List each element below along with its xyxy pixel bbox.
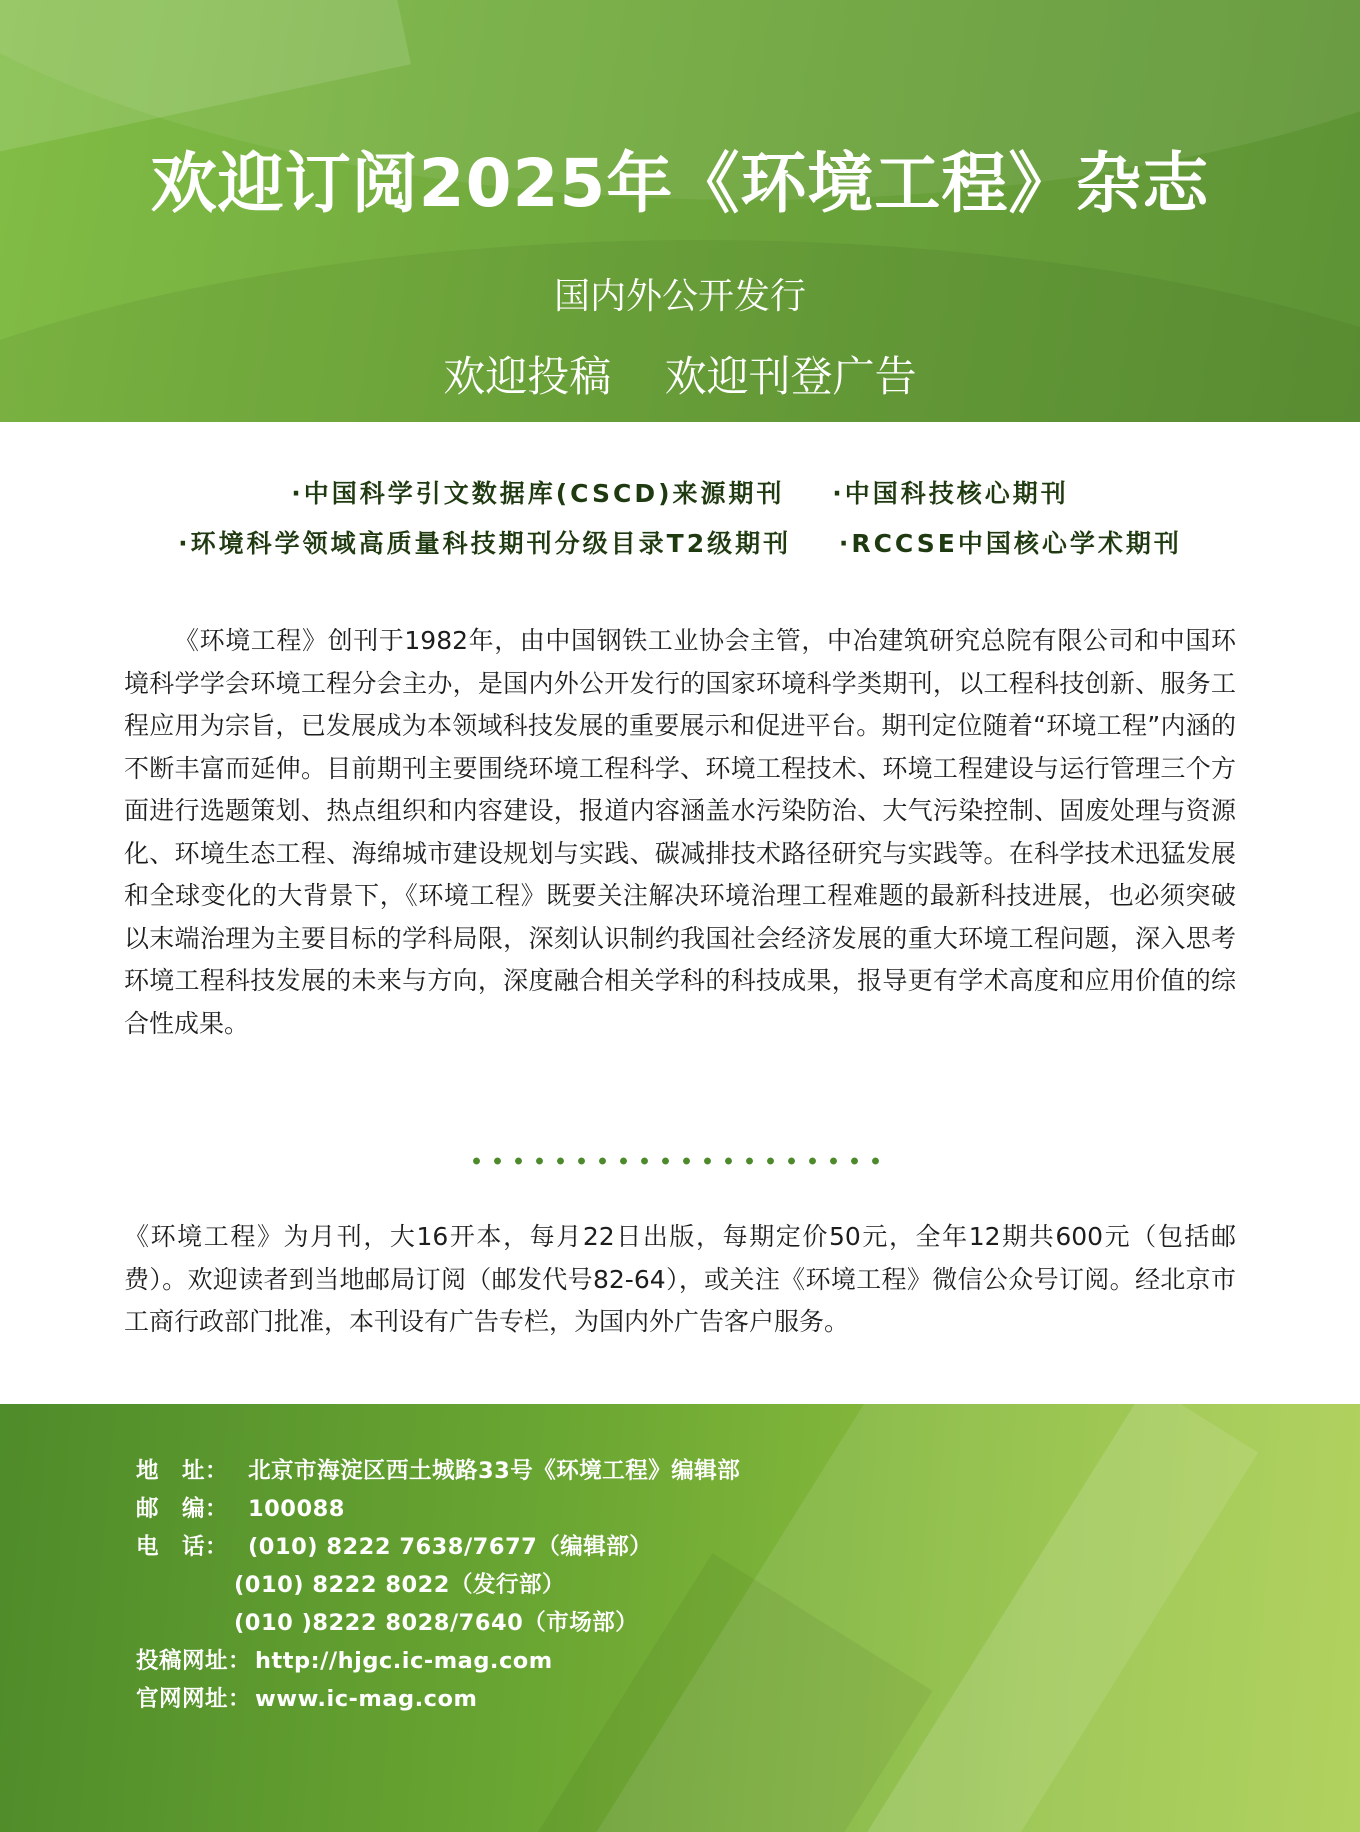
website-url-label: 官网网址：	[136, 1686, 252, 1712]
phone-distribution: (010) 8222 8022（发行部）	[234, 1572, 565, 1598]
subscription-info: 《环境工程》为月刊，大16开本，每月22日出版，每期定价50元，全年12期共600元（包括邮费）。欢迎读者到当地邮局订阅（邮发代号82-64），或关注《环境工程》微信公众号订阅。经北京市工商行政部门批准，本刊设有广告专栏，为国内外广告客户服务。	[124, 1222, 1236, 1336]
contact-postcode-row	[136, 1490, 740, 1528]
indexing-row	[0, 524, 1360, 574]
page-title: 欢迎订阅2025年《环境工程》杂志	[150, 145, 1210, 222]
dotted-divider	[466, 1156, 886, 1166]
indexing-item-core: ·中国科技核心期刊	[832, 479, 1069, 508]
header-subtitle: 国内外公开发行	[553, 276, 806, 317]
phone-label: 电 话：	[136, 1534, 229, 1560]
indexing-item-t2: ·环境科学领域高质量科技期刊分级目录T2级期刊	[178, 529, 792, 558]
indexing-list	[0, 474, 1360, 574]
header-tagline	[0, 344, 1360, 404]
phone-editorial: (010) 8222 7638/7677（编辑部）	[248, 1534, 653, 1560]
contact-phone-row	[136, 1566, 740, 1604]
contact-phone-row	[136, 1604, 740, 1642]
indexing-item-cscd: ·中国科学引文数据库(CSCD)来源期刊	[291, 479, 785, 508]
postcode-value: 100088	[248, 1496, 345, 1522]
postcode-label: 邮 编：	[136, 1496, 229, 1522]
header-banner	[0, 0, 1360, 422]
address-label: 地 址：	[136, 1458, 229, 1484]
submission-url-link[interactable]: http://hjgc.ic-mag.com	[255, 1648, 553, 1674]
tagline-submissions: 欢迎投稿	[443, 352, 612, 401]
contact-phone-row	[136, 1528, 740, 1566]
contact-details	[136, 1452, 740, 1718]
journal-introduction: 《环境工程》创刊于1982年，由中国钢铁工业协会主管，中冶建筑研究总院有限公司和中国环境科学学会环境工程分会主办，是国内外公开发行的国家环境科学类期刊，以工程科技创新、服务工程应用为宗旨，已发展成为本领域科技发展的重要展示和促进平台。期刊定位随着“环境工程”内涵的不断丰富而延伸。目前期刊主要围绕环境工程科学、环境工程技术、环境工程建设与运行管理三个方面进行选题策划、热点组织和内容建设，报道内容涵盖水污染防治、大气污染控制、固废处理与资源化、环境生态工程、海绵城市建设规划与实践、碳减排技术路径研究与实践等。在科学技术迅猛发展和全球变化的大背景下，《环境工程》既要关注解决环境治理工程难题的最新科技进展，也必须突破以末端治理为主要目标的学科局限，深刻认识制约我国社会经济发展的重大环境工程问题，深入思考环境工程科技发展的未来与方向，深度融合相关学科的科技成果，报导更有学术高度和应用价值的综合性成果。	[124, 626, 1236, 1038]
contact-footer	[0, 1404, 1360, 1832]
contact-website-row	[136, 1680, 740, 1718]
contact-address-row	[136, 1452, 740, 1490]
indexing-row	[0, 474, 1360, 524]
address-value: 北京市海淀区西土城路33号《环境工程》编辑部	[248, 1458, 741, 1484]
contact-submission-row	[136, 1642, 740, 1680]
website-url-link[interactable]: www.ic-mag.com	[255, 1686, 478, 1712]
tagline-advertising: 欢迎刊登广告	[664, 352, 917, 401]
indexing-item-rccse: ·RCCSE中国核心学术期刊	[838, 529, 1182, 558]
submission-url-label: 投稿网址：	[136, 1648, 252, 1674]
phone-marketing: (010 )8222 8028/7640（市场部）	[234, 1610, 639, 1636]
